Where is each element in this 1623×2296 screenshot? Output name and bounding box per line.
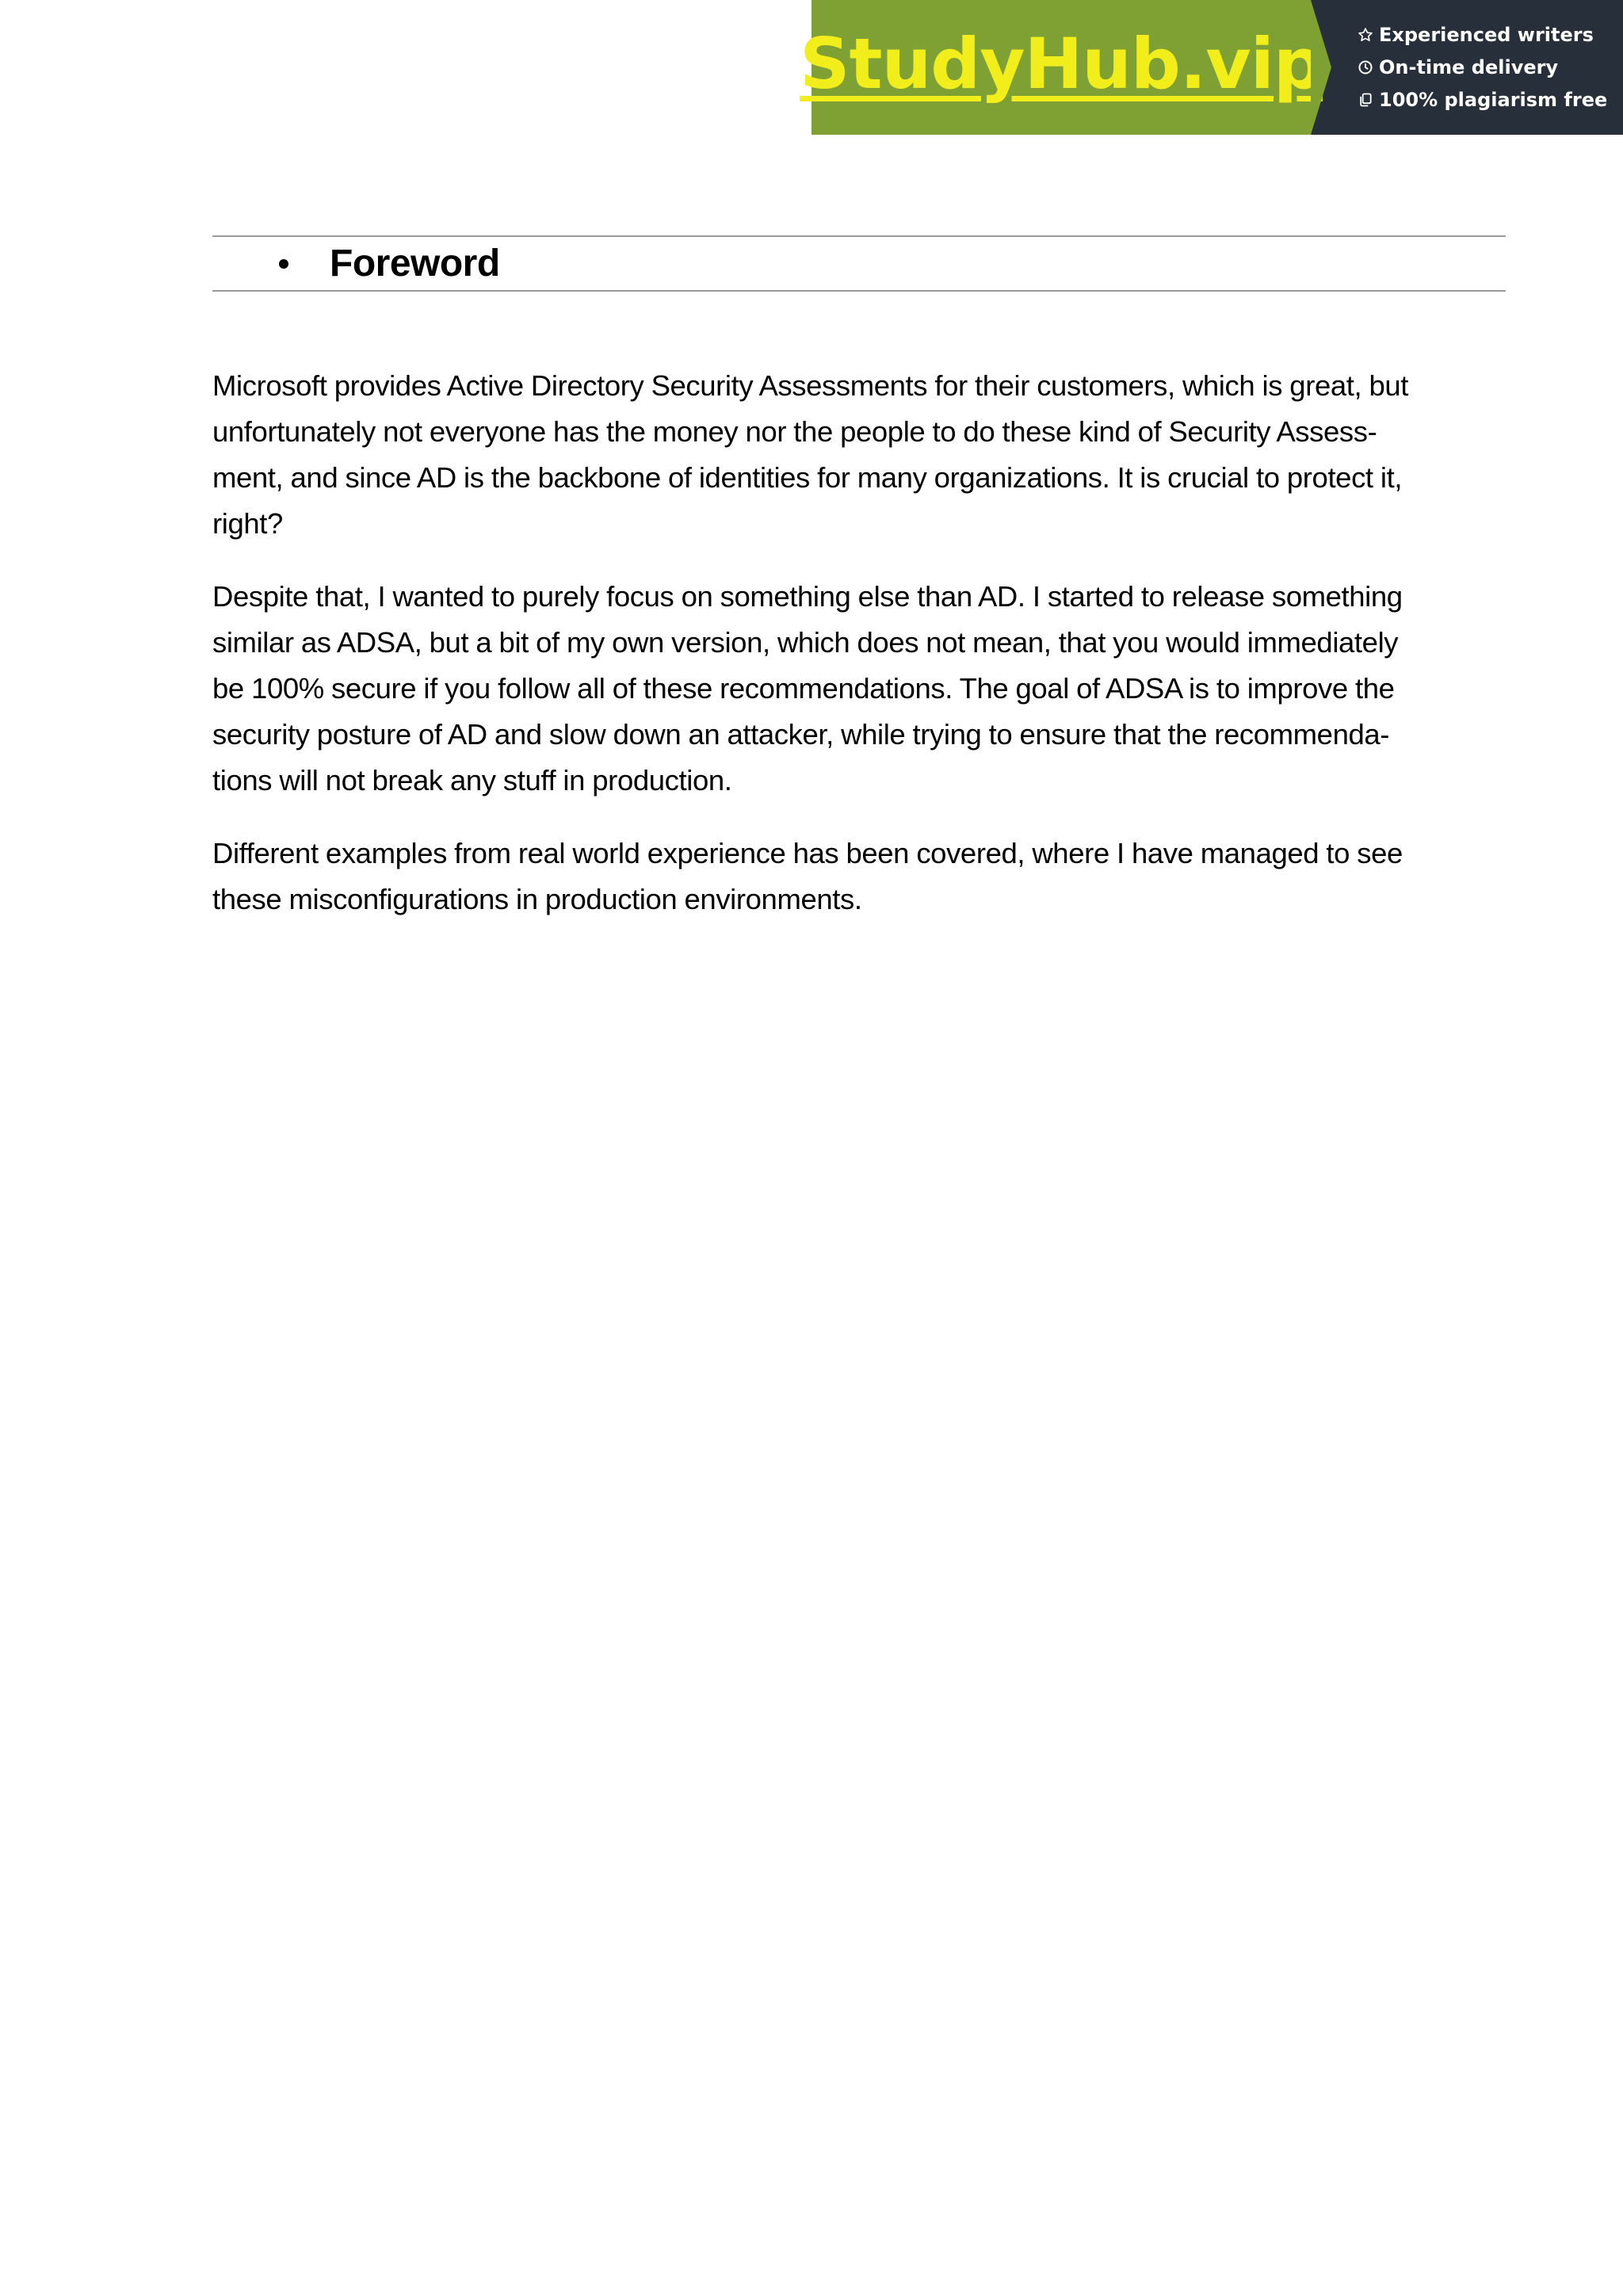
text-line: Different examples from real world experience has been covered, where I have managed to see [212, 837, 1403, 869]
text-line: ment, and since AD is the backbone of identities for many organizations. It is crucial to protect it, [212, 461, 1403, 494]
feature-text: 100% plagiarism free [1379, 89, 1608, 111]
bullet-icon [279, 259, 288, 269]
text-line: unfortunately not everyone has the money nor the people to do these kind of Security Assess- [212, 415, 1377, 448]
feature-experienced-writers [1357, 19, 1623, 52]
paragraph-2 [212, 574, 1506, 804]
heading-title: Foreword [330, 243, 500, 285]
text-line: Despite that, I wanted to purely focus on something else than AD. I started to release something [212, 580, 1403, 613]
star-icon [1357, 26, 1374, 44]
document-body [212, 363, 1506, 949]
paragraph-3 [212, 831, 1506, 923]
feature-on-time-delivery [1357, 52, 1623, 84]
studyhub-banner[interactable] [800, 0, 1623, 135]
paragraph-1 [212, 363, 1506, 547]
banner-brand-panel [800, 0, 1323, 135]
text-line: be 100% secure if you follow all of these recommendations. The goal of ADSA is to improve the [212, 672, 1395, 705]
text-line: security posture of AD and slow down an attacker, while trying to ensure that the recommenda- [212, 718, 1390, 751]
feature-text: Experienced writers [1379, 24, 1594, 46]
text-line: these misconfigurations in production environments. [212, 883, 862, 915]
banner-features-panel [1311, 0, 1623, 135]
feature-plagiarism-free [1357, 84, 1623, 117]
clock-icon [1357, 59, 1374, 76]
text-line: tions will not break any stuff in production. [212, 764, 732, 797]
text-line: Microsoft provides Active Directory Security Assessments for their customers, which is great, but [212, 369, 1409, 402]
text-line: similar as ADSA, but a bit of my own version, which does not mean, that you would immediately [212, 626, 1399, 659]
feature-text: On-time delivery [1379, 56, 1559, 78]
copy-icon [1357, 91, 1374, 109]
brand-logo-text: StudyHub.vip [800, 22, 1323, 105]
text-line: right? [212, 507, 283, 540]
section-heading [212, 235, 1506, 292]
